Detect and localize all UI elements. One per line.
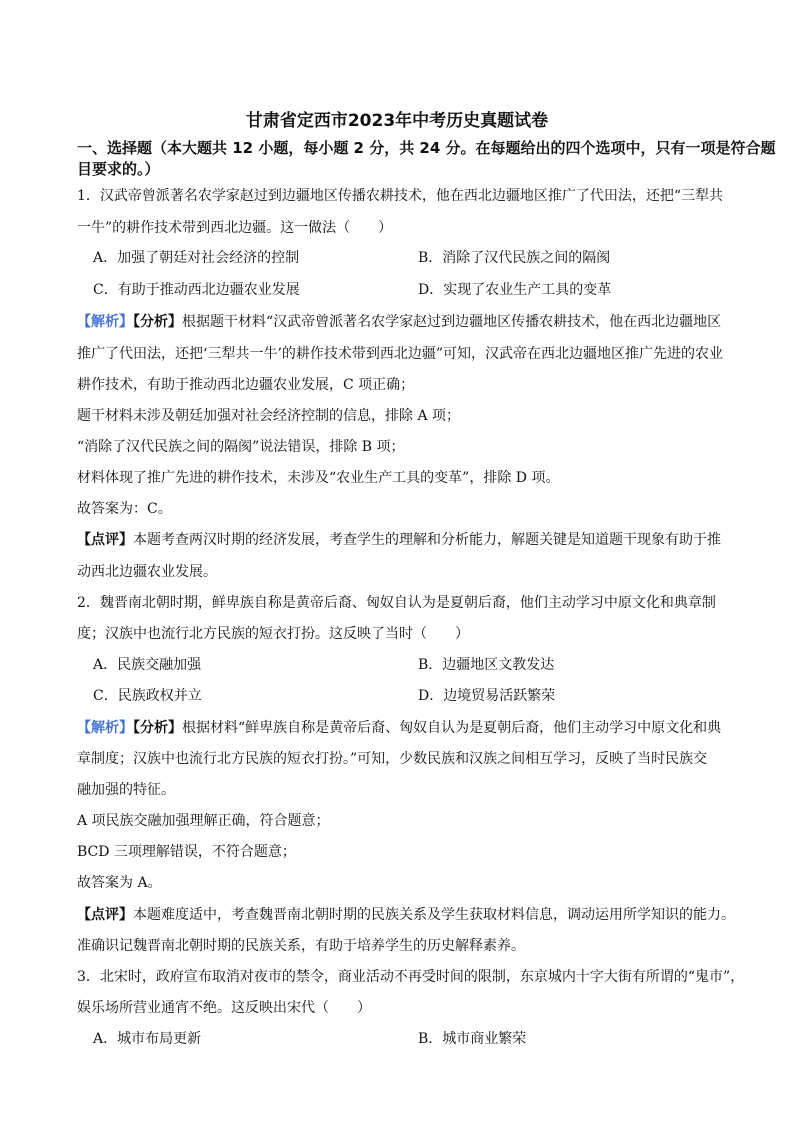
q1-analysis-line-4: 题干材料未涉及朝廷加强对社会经济控制的信息，排除 A 项； bbox=[77, 408, 461, 424]
q2-analysis-line-3: 融加强的特征。 bbox=[77, 782, 175, 798]
q2-comment-line-1 bbox=[77, 905, 735, 925]
fenxi-tag: 【分析】 bbox=[133, 314, 182, 330]
q1-option-b: B．消除了汉代民族之间的隔阂 bbox=[418, 250, 611, 266]
comment-tag: 【点评】 bbox=[77, 907, 133, 923]
q2-comment-text-1: 本题难度适中，考查魏晋南北朝时期的民族关系及学生获取材料信息，调动运用所学知识的能力。 bbox=[133, 907, 735, 923]
q2-line-2: 度；汉族中也流行北方民族的短衣打扮。这反映了当时（ ） bbox=[77, 626, 469, 642]
q1-option-a: A．加强了朝廷对社会经济的控制 bbox=[93, 250, 300, 266]
q1-analysis-line-5: “消除了汉代民族之间的隔阂”说法错误，排除 B 项； bbox=[77, 439, 405, 455]
q3-option-a: A．城市布局更新 bbox=[93, 1031, 202, 1047]
q3-line-1: 3．北宋时，政府宣布取消对夜市的禁令，商业活动不再受时间的限制，东京城内十字大街有所谓的“鬼市”， bbox=[77, 969, 745, 985]
analysis-tag: 【解析】 bbox=[77, 720, 133, 736]
q1-analysis-line-1 bbox=[77, 312, 721, 332]
section-heading: 一、选择题（本大题共 12 小题，每小题 2 分，共 24 分。在每题给出的四个选项中，只有一项是符合题目要求的。） bbox=[77, 139, 776, 178]
comment-tag: 【点评】 bbox=[77, 532, 133, 548]
q2-answer: 故答案为 A。 bbox=[77, 875, 162, 891]
q2-comment-line-2: 准确识记魏晋南北朝时期的民族关系，有助于培养学生的历史解释素养。 bbox=[77, 938, 525, 954]
q1-analysis-line-3: 耕作技术，有助于推动西北边疆农业发展，C 项正确； bbox=[77, 377, 415, 393]
q3-option-b: B．城市商业繁荣 bbox=[418, 1031, 527, 1047]
q2-option-b: B．边疆地区文教发达 bbox=[418, 657, 555, 673]
q2-option-a: A．民族交融加强 bbox=[93, 657, 202, 673]
q1-comment-line-2: 动西北边疆农业发展。 bbox=[77, 564, 217, 580]
q2-analysis-line-5: BCD 三项理解错误，不符合题意； bbox=[77, 844, 296, 860]
q1-option-c: C．有助于推动西北边疆农业发展 bbox=[93, 282, 300, 298]
q1-comment-text-1: 本题考查两汉时期的经济发展，考查学生的理解和分析能力，解题关键是知道题干现象有助于推 bbox=[133, 532, 721, 548]
q2-analysis-text-1: 根据材料“鲜卑族自称是黄帝后裔、匈奴自认为是夏朝后裔，他们主动学习中原文化和典 bbox=[182, 720, 722, 736]
q2-option-c: C．民族政权并立 bbox=[93, 688, 202, 704]
page-title: 甘肃省定西市2023年中考历史真题试卷 bbox=[245, 111, 549, 131]
q1-analysis-line-6: 材料体现了推广先进的耕作技术，未涉及“农业生产工具的变革”，排除 D 项。 bbox=[77, 470, 560, 486]
q1-comment-line-1 bbox=[77, 530, 721, 550]
fenxi-tag: 【分析】 bbox=[133, 720, 182, 736]
q2-line-1: 2．魏晋南北朝时期，鲜卑族自称是黄帝后裔、匈奴自认为是夏朝后裔，他们主动学习中原文化和典章制 bbox=[77, 595, 716, 611]
q2-analysis-line-2: 章制度；汉族中也流行北方民族的短衣打扮。”可知，少数民族和汉族之间相互学习，反映了当时民族交 bbox=[77, 751, 708, 767]
q2-analysis-line-4: A 项民族交融加强理解正确，符合题意； bbox=[77, 813, 330, 829]
q1-line-2: 一牛”的耕作技术带到西北边疆。这一做法（ ） bbox=[77, 220, 393, 236]
q1-answer: 故答案为：C。 bbox=[77, 501, 172, 517]
q2-option-d: D．边境贸易活跃繁荣 bbox=[418, 688, 556, 704]
q1-option-d: D．实现了农业生产工具的变革 bbox=[418, 282, 612, 298]
analysis-tag: 【解析】 bbox=[77, 314, 133, 330]
q1-line-1: 1．汉武帝曾派著名农学家赵过到边疆地区传播农耕技术，他在西北边疆地区推广了代田法，还把“三犁共 bbox=[77, 188, 724, 204]
q1-analysis-line-2: 推广了代田法，还把‘三犁共一牛’的耕作技术带到西北边疆”可知，汉武帝在西北边疆地区推广先进的农业 bbox=[77, 346, 724, 362]
q2-analysis-line-1 bbox=[77, 718, 721, 738]
q1-analysis-text-1: 根据题干材料“汉武帝曾派著名农学家赵过到边疆地区传播农耕技术，他在西北边疆地区 bbox=[182, 314, 722, 330]
q3-line-2: 娱乐场所营业通宵不绝。这反映出宋代（ ） bbox=[77, 1000, 371, 1016]
